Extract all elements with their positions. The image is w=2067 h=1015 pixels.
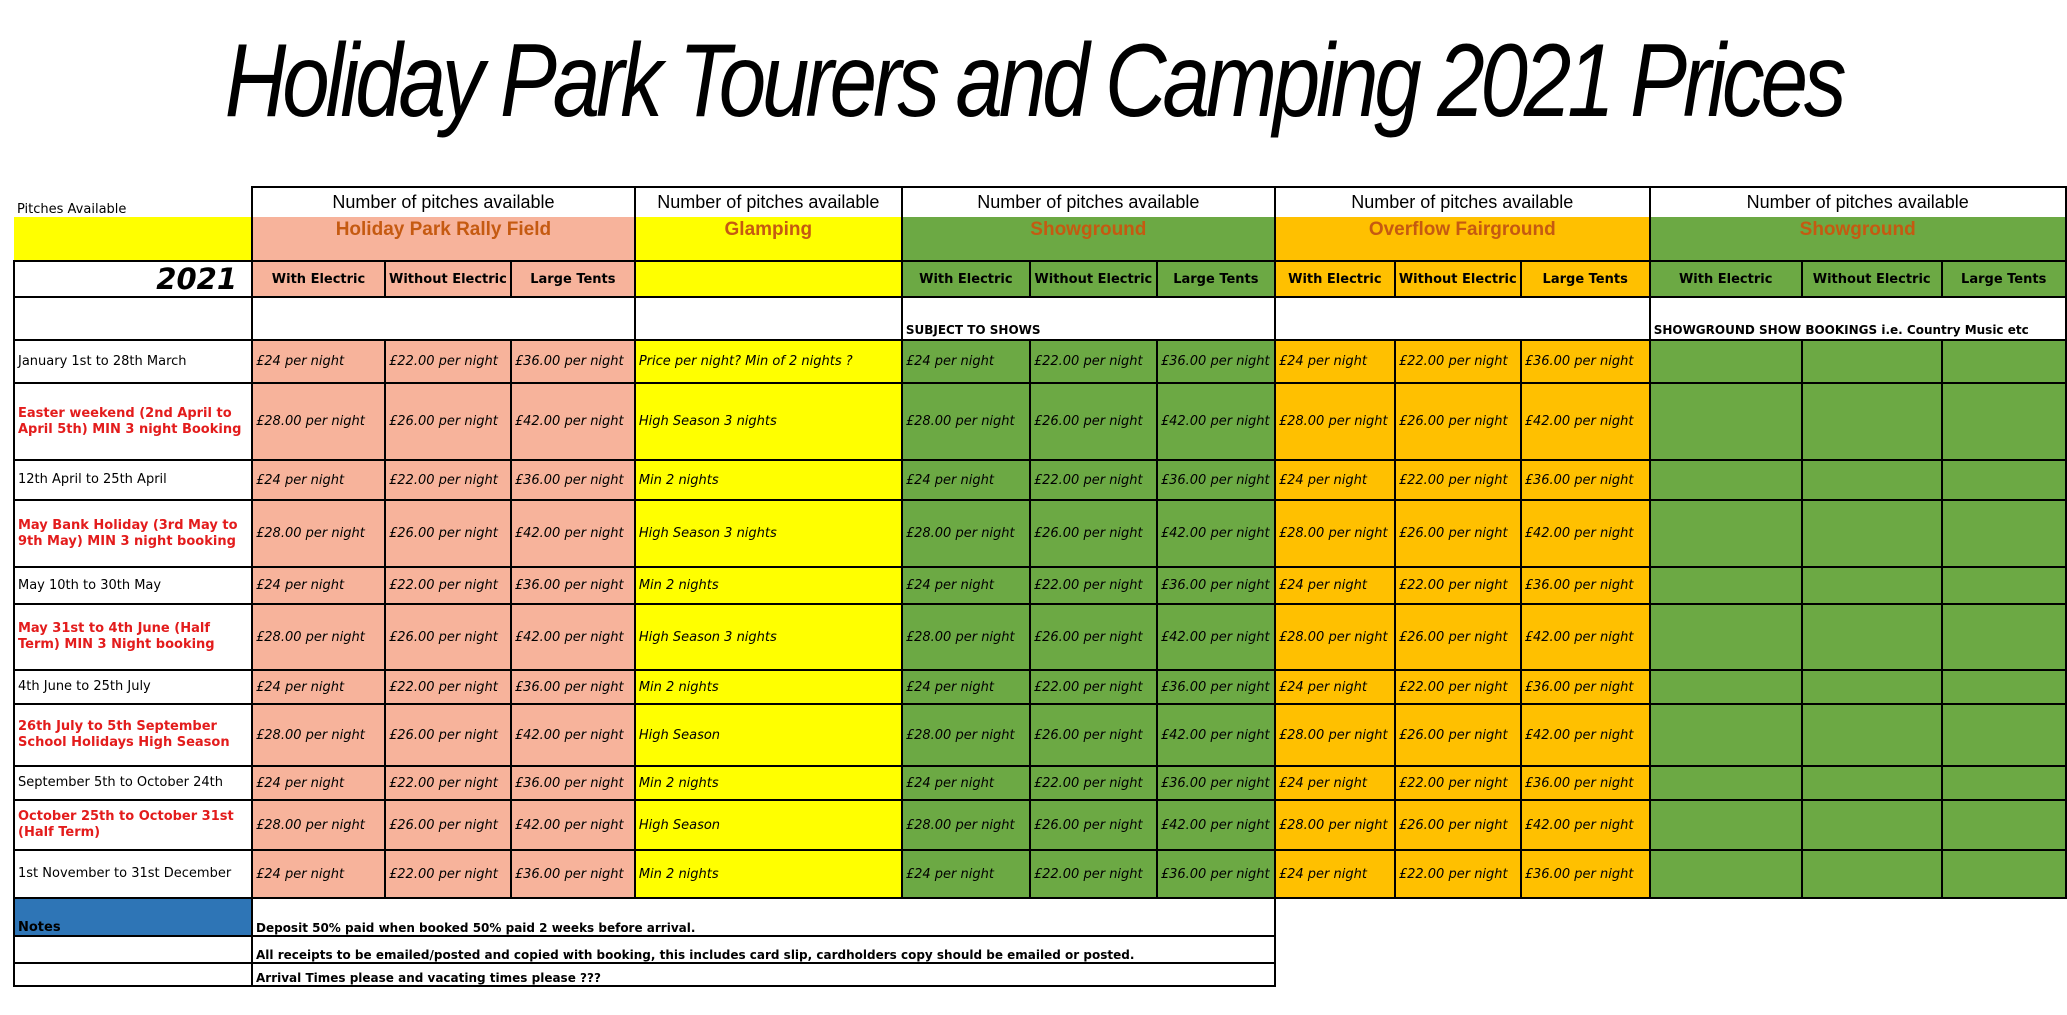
price-row bbox=[14, 604, 2066, 670]
page-title: Holiday Park Tourers and Camping 2021 Prices bbox=[224, 23, 1843, 139]
note-text: Arrival Times please and vacating times please ??? bbox=[252, 963, 1275, 986]
price-cell: £24 per night bbox=[252, 670, 385, 704]
price-cell: £36.00 per night bbox=[511, 340, 635, 383]
group-caption: Number of pitches available bbox=[635, 187, 902, 217]
showground-empty-cell bbox=[1942, 766, 2066, 800]
price-cell: £42.00 per night bbox=[511, 604, 635, 670]
showground-empty-cell bbox=[1942, 383, 2066, 460]
group-name: Showground bbox=[1650, 217, 2066, 261]
price-cell: £42.00 per night bbox=[511, 800, 635, 850]
price-cell: £36.00 per night bbox=[1521, 460, 1650, 500]
showground-bookings: SHOWGROUND SHOW BOOKINGS i.e. Country Music etc bbox=[1650, 297, 2066, 340]
column-subheader: Without Electric bbox=[1802, 261, 1942, 297]
price-cell: £42.00 per night bbox=[1157, 383, 1275, 460]
blank-cell bbox=[14, 297, 252, 340]
price-cell: Price per night? Min of 2 nights ? bbox=[635, 340, 902, 383]
price-cell: £24 per night bbox=[252, 567, 385, 604]
date-range-label: May 31st to 4th June (Half Term) MIN 3 Night booking bbox=[14, 604, 252, 670]
price-cell: £42.00 per night bbox=[1521, 604, 1650, 670]
note-filler bbox=[1275, 898, 2066, 936]
price-row bbox=[14, 800, 2066, 850]
price-cell: £22.00 per night bbox=[385, 766, 511, 800]
price-cell: £26.00 per night bbox=[1030, 604, 1157, 670]
showground-empty-cell bbox=[1650, 766, 1802, 800]
price-cell: Min 2 nights bbox=[635, 766, 902, 800]
subject-to-shows: SUBJECT TO SHOWS bbox=[902, 297, 1275, 340]
price-cell: £28.00 per night bbox=[1275, 800, 1395, 850]
showground-empty-cell bbox=[1650, 340, 1802, 383]
price-cell: £22.00 per night bbox=[1395, 670, 1521, 704]
price-cell: £22.00 per night bbox=[1030, 670, 1157, 704]
price-cell: £24 per night bbox=[902, 340, 1030, 383]
price-cell: £36.00 per night bbox=[1157, 567, 1275, 604]
showground-empty-cell bbox=[1802, 340, 1942, 383]
price-cell: £36.00 per night bbox=[1521, 567, 1650, 604]
showground-empty-cell bbox=[1802, 500, 1942, 567]
subheader-row bbox=[14, 261, 2066, 297]
showground-empty-cell bbox=[1942, 704, 2066, 766]
price-cell: £22.00 per night bbox=[1030, 850, 1157, 898]
price-cell: £28.00 per night bbox=[252, 383, 385, 460]
showground-empty-cell bbox=[1650, 383, 1802, 460]
price-cell: £28.00 per night bbox=[252, 800, 385, 850]
price-cell: £42.00 per night bbox=[511, 500, 635, 567]
showground-empty-cell bbox=[1802, 704, 1942, 766]
price-cell: £42.00 per night bbox=[1521, 800, 1650, 850]
price-cell: £24 per night bbox=[902, 766, 1030, 800]
price-cell: £26.00 per night bbox=[385, 383, 511, 460]
price-cell: £36.00 per night bbox=[1157, 766, 1275, 800]
showground-empty-cell bbox=[1650, 800, 1802, 850]
date-range-label: 12th April to 25th April bbox=[14, 460, 252, 500]
price-cell: £24 per night bbox=[1275, 567, 1395, 604]
price-cell: £26.00 per night bbox=[1395, 800, 1521, 850]
price-cell: £36.00 per night bbox=[1157, 460, 1275, 500]
price-cell: £22.00 per night bbox=[1395, 567, 1521, 604]
date-range-label: May Bank Holiday (3rd May to 9th May) MIN 3 night booking bbox=[14, 500, 252, 567]
date-range-label: 1st November to 31st December bbox=[14, 850, 252, 898]
showground-empty-cell bbox=[1802, 604, 1942, 670]
price-cell: £22.00 per night bbox=[385, 850, 511, 898]
note-text: All receipts to be emailed/posted and copied with booking, this includes card slip, cardholders copy should be emailed or posted. bbox=[252, 936, 1275, 963]
notice-row bbox=[14, 297, 2066, 340]
column-subheader bbox=[635, 261, 902, 297]
group-caption: Number of pitches available bbox=[1650, 187, 2066, 217]
showground-empty-cell bbox=[1650, 500, 1802, 567]
group-name: Showground bbox=[902, 217, 1275, 261]
showground-empty-cell bbox=[1942, 340, 2066, 383]
column-subheader: Without Electric bbox=[1395, 261, 1521, 297]
showground-empty-cell bbox=[1942, 850, 2066, 898]
price-cell: Min 2 nights bbox=[635, 567, 902, 604]
price-cell: £26.00 per night bbox=[385, 704, 511, 766]
showground-empty-cell bbox=[1650, 460, 1802, 500]
price-cell: £42.00 per night bbox=[511, 383, 635, 460]
price-cell: £24 per night bbox=[252, 340, 385, 383]
price-cell: £28.00 per night bbox=[902, 500, 1030, 567]
price-cell: £28.00 per night bbox=[902, 604, 1030, 670]
price-table bbox=[13, 186, 2067, 987]
price-cell: £26.00 per night bbox=[1395, 500, 1521, 567]
price-cell: £24 per night bbox=[902, 850, 1030, 898]
price-cell: £26.00 per night bbox=[385, 604, 511, 670]
price-row bbox=[14, 500, 2066, 567]
date-range-label: Easter weekend (2nd April to April 5th) MIN 3 night Booking bbox=[14, 383, 252, 460]
column-subheader: Large Tents bbox=[1521, 261, 1650, 297]
price-cell: £28.00 per night bbox=[1275, 500, 1395, 567]
price-cell: £24 per night bbox=[1275, 460, 1395, 500]
price-cell: £22.00 per night bbox=[385, 670, 511, 704]
group-caption: Number of pitches available bbox=[1275, 187, 1650, 217]
showground-empty-cell bbox=[1802, 800, 1942, 850]
price-cell: £28.00 per night bbox=[902, 704, 1030, 766]
showground-empty-cell bbox=[1802, 567, 1942, 604]
notes-label-blank bbox=[14, 963, 252, 986]
notes-row bbox=[14, 963, 2066, 986]
price-cell: £26.00 per night bbox=[1030, 800, 1157, 850]
showground-empty-cell bbox=[1650, 704, 1802, 766]
price-cell: £42.00 per night bbox=[1157, 800, 1275, 850]
price-cell: £22.00 per night bbox=[1030, 567, 1157, 604]
price-cell: £22.00 per night bbox=[1395, 340, 1521, 383]
date-range-label: September 5th to October 24th bbox=[14, 766, 252, 800]
showground-empty-cell bbox=[1650, 604, 1802, 670]
price-cell: High Season 3 nights bbox=[635, 500, 902, 567]
price-cell: £42.00 per night bbox=[511, 704, 635, 766]
price-cell: £26.00 per night bbox=[1395, 604, 1521, 670]
price-cell: £36.00 per night bbox=[511, 670, 635, 704]
price-cell: £36.00 per night bbox=[511, 850, 635, 898]
price-cell: £24 per night bbox=[252, 850, 385, 898]
price-cell: £26.00 per night bbox=[1395, 704, 1521, 766]
showground-empty-cell bbox=[1802, 460, 1942, 500]
price-cell: £28.00 per night bbox=[252, 500, 385, 567]
price-cell: High Season bbox=[635, 800, 902, 850]
price-cell: High Season 3 nights bbox=[635, 383, 902, 460]
group-name: Glamping bbox=[635, 217, 902, 261]
price-cell: £36.00 per night bbox=[1521, 340, 1650, 383]
price-cell: £22.00 per night bbox=[385, 567, 511, 604]
showground-empty-cell bbox=[1802, 850, 1942, 898]
showground-empty-cell bbox=[1650, 670, 1802, 704]
year-band bbox=[14, 217, 252, 261]
note-filler bbox=[1275, 963, 2066, 986]
showground-empty-cell bbox=[1650, 567, 1802, 604]
showground-empty-cell bbox=[1942, 670, 2066, 704]
showground-empty-cell bbox=[1802, 383, 1942, 460]
date-range-label: October 25th to October 31st (Half Term) bbox=[14, 800, 252, 850]
price-cell: £42.00 per night bbox=[1157, 604, 1275, 670]
price-cell: High Season bbox=[635, 704, 902, 766]
price-cell: £28.00 per night bbox=[902, 800, 1030, 850]
price-cell: £22.00 per night bbox=[1030, 340, 1157, 383]
price-cell: £24 per night bbox=[902, 460, 1030, 500]
price-cell: £22.00 per night bbox=[1395, 766, 1521, 800]
showground-empty-cell bbox=[1942, 567, 2066, 604]
price-cell: £26.00 per night bbox=[385, 500, 511, 567]
price-cell: £36.00 per night bbox=[1521, 850, 1650, 898]
group-name: Overflow Fairground bbox=[1275, 217, 1650, 261]
price-cell: £22.00 per night bbox=[1395, 850, 1521, 898]
price-cell: £24 per night bbox=[1275, 850, 1395, 898]
showground-empty-cell bbox=[1942, 604, 2066, 670]
price-cell: £36.00 per night bbox=[1157, 670, 1275, 704]
date-range-label: 4th June to 25th July bbox=[14, 670, 252, 704]
price-cell: £28.00 per night bbox=[1275, 604, 1395, 670]
price-cell: £26.00 per night bbox=[1030, 383, 1157, 460]
price-row bbox=[14, 460, 2066, 500]
price-row bbox=[14, 850, 2066, 898]
price-cell: £36.00 per night bbox=[511, 766, 635, 800]
price-cell: £22.00 per night bbox=[1030, 766, 1157, 800]
date-range-label: 26th July to 5th September School Holidays High Season bbox=[14, 704, 252, 766]
price-cell: £24 per night bbox=[252, 460, 385, 500]
notes-label: Notes bbox=[14, 898, 252, 936]
notes-row bbox=[14, 936, 2066, 963]
price-row bbox=[14, 567, 2066, 604]
price-cell: £28.00 per night bbox=[1275, 383, 1395, 460]
showground-empty-cell bbox=[1650, 850, 1802, 898]
price-row bbox=[14, 704, 2066, 766]
price-cell: £26.00 per night bbox=[1030, 500, 1157, 567]
price-cell: £24 per night bbox=[902, 670, 1030, 704]
notes-label-blank bbox=[14, 936, 252, 963]
price-cell: £28.00 per night bbox=[252, 704, 385, 766]
price-cell: Min 2 nights bbox=[635, 850, 902, 898]
column-subheader: Without Electric bbox=[385, 261, 511, 297]
column-subheader: Large Tents bbox=[511, 261, 635, 297]
column-subheader: With Electric bbox=[1275, 261, 1395, 297]
price-cell: £22.00 per night bbox=[385, 340, 511, 383]
price-cell: £28.00 per night bbox=[1275, 704, 1395, 766]
notes-row bbox=[14, 898, 2066, 936]
price-cell: £36.00 per night bbox=[511, 567, 635, 604]
group-caption-row bbox=[14, 187, 2066, 217]
price-cell: Min 2 nights bbox=[635, 670, 902, 704]
price-cell: £22.00 per night bbox=[1395, 460, 1521, 500]
price-cell: £42.00 per night bbox=[1157, 704, 1275, 766]
group-caption: Number of pitches available bbox=[252, 187, 635, 217]
price-cell: £42.00 per night bbox=[1521, 383, 1650, 460]
column-subheader: With Electric bbox=[252, 261, 385, 297]
note-text: Deposit 50% paid when booked 50% paid 2 weeks before arrival. bbox=[252, 898, 1275, 936]
price-cell: £24 per night bbox=[902, 567, 1030, 604]
column-subheader: Large Tents bbox=[1157, 261, 1275, 297]
price-cell: £36.00 per night bbox=[1157, 850, 1275, 898]
price-cell: £24 per night bbox=[1275, 670, 1395, 704]
price-cell: £36.00 per night bbox=[1521, 766, 1650, 800]
price-cell: £36.00 per night bbox=[511, 460, 635, 500]
price-cell: £36.00 per night bbox=[1521, 670, 1650, 704]
price-cell: £42.00 per night bbox=[1521, 500, 1650, 567]
date-range-label: May 10th to 30th May bbox=[14, 567, 252, 604]
showground-empty-cell bbox=[1942, 460, 2066, 500]
column-subheader: With Electric bbox=[902, 261, 1030, 297]
price-cell: £28.00 per night bbox=[902, 383, 1030, 460]
price-cell: £26.00 per night bbox=[1030, 704, 1157, 766]
showground-empty-cell bbox=[1942, 500, 2066, 567]
blank-cell bbox=[252, 297, 635, 340]
showground-empty-cell bbox=[1802, 670, 1942, 704]
blank-cell bbox=[635, 297, 902, 340]
price-row bbox=[14, 340, 2066, 383]
price-row bbox=[14, 766, 2066, 800]
group-name-row bbox=[14, 217, 2066, 261]
price-cell: Min 2 nights bbox=[635, 460, 902, 500]
column-subheader: Without Electric bbox=[1030, 261, 1157, 297]
price-cell: £24 per night bbox=[1275, 340, 1395, 383]
price-cell: £42.00 per night bbox=[1521, 704, 1650, 766]
price-cell: £26.00 per night bbox=[1395, 383, 1521, 460]
price-cell: £22.00 per night bbox=[385, 460, 511, 500]
price-cell: High Season 3 nights bbox=[635, 604, 902, 670]
showground-empty-cell bbox=[1802, 766, 1942, 800]
price-cell: £36.00 per night bbox=[1157, 340, 1275, 383]
price-cell: £24 per night bbox=[1275, 766, 1395, 800]
price-cell: £24 per night bbox=[252, 766, 385, 800]
pitches-available-label: Pitches Available bbox=[17, 202, 127, 217]
column-subheader: Large Tents bbox=[1942, 261, 2066, 297]
blank-cell bbox=[1275, 297, 1650, 340]
price-cell: £28.00 per night bbox=[252, 604, 385, 670]
price-cell: £22.00 per night bbox=[1030, 460, 1157, 500]
price-cell: £26.00 per night bbox=[385, 800, 511, 850]
note-filler bbox=[1275, 936, 2066, 963]
group-name: Holiday Park Rally Field bbox=[252, 217, 635, 261]
price-row bbox=[14, 670, 2066, 704]
column-subheader: With Electric bbox=[1650, 261, 1802, 297]
group-caption: Number of pitches available bbox=[902, 187, 1275, 217]
showground-empty-cell bbox=[1942, 800, 2066, 850]
price-row bbox=[14, 383, 2066, 460]
year-label: 2021 bbox=[14, 261, 252, 297]
price-cell: £42.00 per night bbox=[1157, 500, 1275, 567]
date-range-label: January 1st to 28th March bbox=[14, 340, 252, 383]
